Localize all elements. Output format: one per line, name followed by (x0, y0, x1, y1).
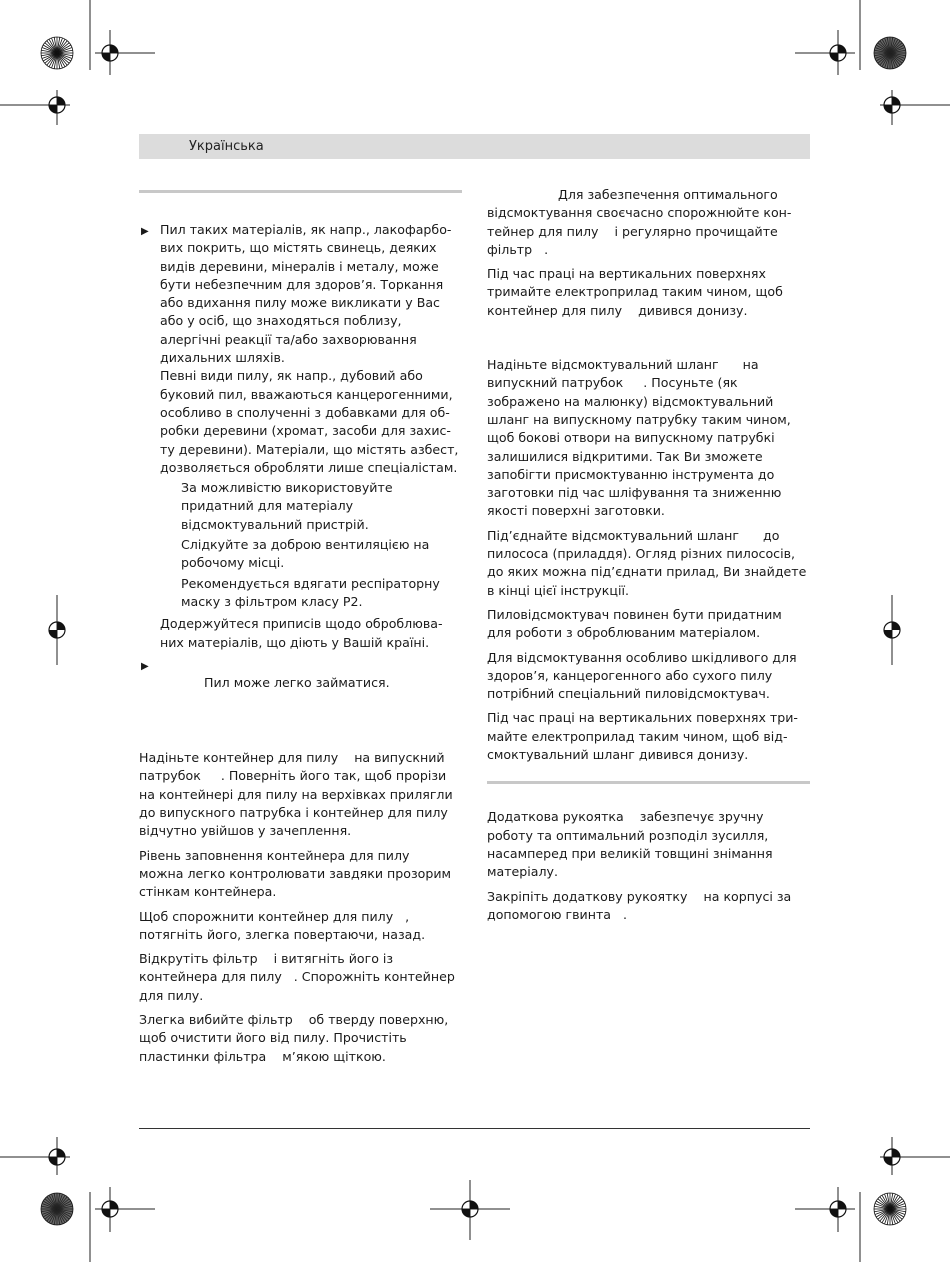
paragraph (487, 709, 817, 764)
text-line: маску з фільтром класу P2. (181, 593, 363, 609)
text-line: Під час праці на вертикальних поверхнях (487, 266, 766, 282)
text-line: до яких можна під’єднати прилад, Ви знайдете (487, 564, 807, 580)
text-line: дихальних шляхів. (160, 350, 285, 366)
text-line: вих покрить, що містять свинець, деяких (160, 240, 437, 256)
text-line: дозволяється обробляти лише спеціалістам. (160, 459, 458, 475)
text-line: Рівень заповнення контейнера для пилу (139, 847, 410, 863)
text-line: пластинки фільтра м’якою щіткою. (139, 1048, 386, 1064)
text-line: шланг на випускному патрубку таким чином, (487, 411, 791, 427)
text-line: Надіньте відсмоктувальний шланг на (487, 357, 759, 373)
text-line: придатний для матеріалу (181, 498, 354, 514)
paragraph (139, 749, 469, 840)
safety-sub-items (139, 479, 469, 611)
paragraph (487, 265, 817, 320)
text-line: запобігти присмоктуванню інструмента до (487, 466, 775, 482)
left-column (139, 221, 469, 1072)
fire-warning-item (139, 656, 469, 692)
text-line: відсмоктувальний пристрій. (181, 516, 369, 532)
text-line: них матеріалів, що діють у Вашій країні. (160, 634, 430, 650)
paragraph (487, 649, 817, 704)
text-line: пилососа (приладдя). Огляд різних пилососів, (487, 546, 796, 562)
text-line: контейнер для пилу дивився донизу. (487, 302, 748, 318)
text-line: Пил таких матеріалів, як напр., лакофарбо- (160, 222, 452, 237)
text-line: Рекомендується вдягати респіраторну (181, 575, 440, 591)
text-line: Злегка вибийте фільтр об тверду поверхню, (139, 1011, 449, 1027)
text-line: ту деревини). Матеріали, що містять азбест, (160, 441, 459, 457)
text-line: смоктувальний шланг дивився донизу. (487, 747, 749, 763)
safety-sub-item (139, 479, 469, 534)
text-line: майте електроприлад таким чином, щоб від- (487, 728, 788, 744)
text-line: тейнер для пилу і регулярно прочищайте (487, 223, 778, 239)
auxiliary-handle-instructions (487, 808, 817, 924)
emptying-notes (487, 186, 817, 320)
text-line: в кінці цієї інструкції. (487, 582, 629, 598)
text-line: контейнера для пилу . Спорожніть контейнер (139, 969, 455, 985)
text-line: Надіньте контейнер для пилу на випускний (139, 750, 445, 766)
text-line: здоров’я, канцерогенного або сухого пилу (487, 667, 773, 683)
text-line: робочому місці. (181, 555, 285, 571)
paragraph (139, 847, 469, 902)
paragraph (487, 606, 817, 643)
text-line: бути небезпечним для здоров’я. Торкання (160, 276, 444, 292)
text-line: Для відсмоктування особливо шкідливого для (487, 649, 797, 665)
text-line: зображено на малюнку) відсмоктувальний (487, 393, 774, 409)
text-line: алергічні реакції та/або захворювання (160, 331, 417, 347)
text-line: За можливістю використовуйте (181, 480, 393, 496)
text-line: Додержуйтеся приписів щодо оброблюва- (160, 616, 443, 632)
text-line: відчутно увійшов у зачеплення. (139, 823, 352, 839)
text-line: Під час праці на вертикальних поверхнях три- (487, 710, 798, 726)
language-label: Українська (189, 139, 264, 154)
text-line: до випускного патрубка і контейнер для пилу (139, 805, 448, 821)
text-line: насамперед при великій товщині знімання (487, 845, 773, 861)
text-line: випускний патрубок . Посуньте (як (487, 375, 738, 391)
text-line: стінкам контейнера. (139, 884, 277, 900)
dust-container-instructions (139, 749, 469, 1066)
text-line: заготовки під час шліфування та зниженню (487, 485, 782, 501)
text-line: або у осіб, що знаходяться поблизу, (160, 313, 402, 329)
text-line: щоб очистити його від пилу. Прочистіть (139, 1030, 407, 1046)
text-line: роботу та оптимальний розподіл зусилля, (487, 827, 769, 843)
text-line: відсмоктування своєчасно спорожнюйте кон- (487, 205, 792, 221)
paragraph (487, 888, 817, 925)
extraction-hose-instructions (487, 356, 817, 764)
text-line: Додаткова рукоятка забезпечує зручну (487, 809, 764, 825)
text-line: фільтр . (487, 241, 549, 257)
dust-warning-text (160, 221, 469, 367)
paragraph (487, 186, 817, 259)
text-line: буковий пил, вважаються канцерогенними, (160, 386, 453, 402)
warning-list-item (139, 221, 469, 477)
text-line: особливо в сполученні з добавками для об- (160, 404, 450, 420)
fire-warning-text: Пил може легко займатися. (204, 674, 390, 690)
text-line: для пилу. (139, 987, 204, 1003)
text-line: на контейнері для пилу на верхівках прилягли (139, 786, 453, 802)
text-line: щоб бокові отвори на випускному патрубкі (487, 430, 775, 446)
text-line: допомогою гвинта . (487, 906, 628, 922)
text-line: Закріпіть додаткову рукоятку на корпусі за (487, 888, 792, 904)
text-line: Пиловідсмоктувач повинен бути придатним (487, 606, 782, 622)
text-line: Для забезпечення оптимального (558, 187, 778, 202)
text-line: потягніть його, злегка повертаючи, назад. (139, 926, 426, 942)
triangle-right-icon: ▶ (141, 226, 149, 237)
text-line: матеріалу. (487, 864, 559, 880)
text-line: потрібний спеціальний пиловідсмоктувач. (487, 686, 770, 702)
text-line: патрубок . Поверніть його так, щоб прорізи (139, 768, 447, 784)
text-line: Відкрутіть фільтр і витягніть його із (139, 951, 394, 967)
paragraph (487, 527, 817, 600)
paragraph (139, 950, 469, 1005)
text-line: або вдихання пилу може викликати у Вас (160, 295, 440, 311)
section-divider-left (139, 190, 462, 193)
text-line: можна легко контролювати завдяки прозорим (139, 865, 452, 881)
text-line: для роботи з оброблюваним матеріалом. (487, 625, 761, 641)
regulations-text (139, 615, 469, 652)
text-line: робки деревини (хромат, засоби для захис- (160, 423, 451, 439)
text-line: Слідкуйте за доброю вентиляцією на (181, 537, 430, 553)
header-bar (139, 134, 810, 159)
text-line: видів деревини, мінералів і металу, може (160, 258, 439, 274)
text-line: Певні види пилу, як напр., дубовий або (160, 368, 423, 384)
paragraph (139, 1011, 469, 1066)
text-line: залишилися відкритими. Так Ви зможете (487, 448, 763, 464)
paragraph (487, 808, 817, 881)
carcinogen-warning-text (160, 367, 469, 477)
safety-sub-item (139, 575, 469, 612)
text-line: тримайте електроприлад таким чином, щоб (487, 284, 783, 300)
text-line: Щоб спорожнити контейнер для пилу , (139, 908, 410, 924)
text-line: якості поверхні заготовки. (487, 503, 665, 519)
text-line: Під’єднайте відсмоктувальний шланг до (487, 527, 780, 543)
paragraph (139, 908, 469, 945)
footer-rule (139, 1128, 810, 1129)
safety-sub-item (139, 536, 469, 573)
paragraph (487, 356, 817, 521)
right-column (487, 186, 817, 930)
triangle-right-icon: ▶ (141, 660, 149, 672)
